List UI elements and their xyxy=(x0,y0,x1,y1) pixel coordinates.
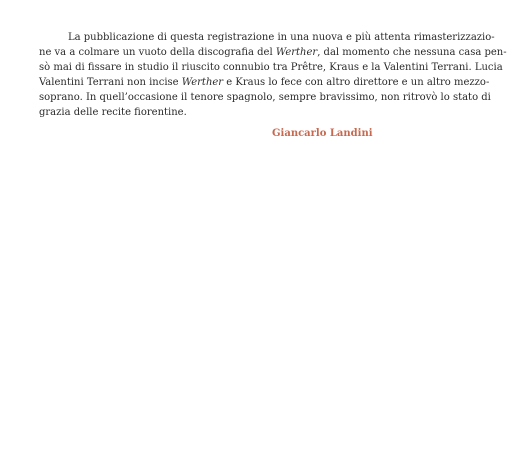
paragraph-line-3 xyxy=(39,60,503,75)
opera-title-werther: Werther xyxy=(181,77,224,88)
line-text: Valentini Terrani non incise xyxy=(39,77,182,88)
line-text: soprano. In quell’occasione il tenore spagnolo, sempre bravissimo, non ritrovò lo stato di xyxy=(39,92,491,103)
paragraph-line-4 xyxy=(39,75,490,90)
author-signature: Giancarlo Landini xyxy=(272,128,373,139)
line-text: e Kraus lo fece con altro direttore e un altro mezzo- xyxy=(223,77,490,88)
paragraph-line-1 xyxy=(39,30,495,45)
line-text: grazia delle recite fiorentine. xyxy=(39,107,187,118)
line-text: sò mai di fissare in studio il riuscito connubio tra Prêtre, Kraus e la Valentini Terrani. Lucia xyxy=(39,62,503,73)
line-text: La pubblicazione di questa registrazione in una nuova e più attenta rimasterizzazio- xyxy=(68,32,495,43)
paragraph-line-6 xyxy=(39,105,436,120)
article-paragraph xyxy=(39,30,507,120)
paragraph-line-2 xyxy=(39,45,507,60)
paragraph-line-5 xyxy=(39,90,491,105)
line-text: ne va a colmare un vuoto della discografia del xyxy=(39,47,276,58)
opera-title-werther: Werther xyxy=(275,47,318,58)
line-text: , dal momento che nessuna casa pen- xyxy=(317,47,507,58)
